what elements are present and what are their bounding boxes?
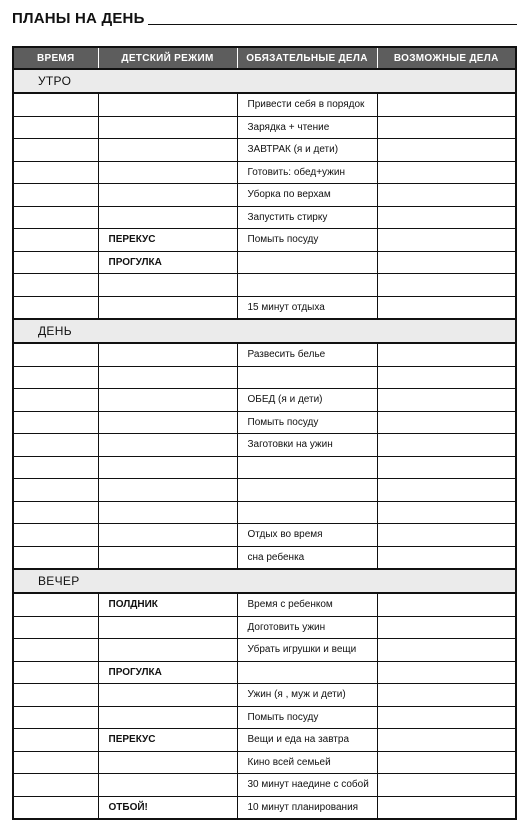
optional-task-cell[interactable] xyxy=(377,639,516,662)
time-cell[interactable] xyxy=(13,479,98,502)
optional-task-cell[interactable] xyxy=(377,524,516,547)
table-row xyxy=(13,593,516,616)
table-row xyxy=(13,796,516,819)
child-routine-cell[interactable] xyxy=(98,116,237,139)
child-routine-cell[interactable]: ПЕРЕКУС xyxy=(98,229,237,252)
table-row xyxy=(13,229,516,252)
optional-task-cell[interactable] xyxy=(377,434,516,457)
required-task-cell[interactable]: 15 минут отдыха xyxy=(237,296,377,319)
child-routine-cell[interactable] xyxy=(98,546,237,569)
required-task-cell[interactable]: Запустить стирку xyxy=(237,206,377,229)
time-cell[interactable] xyxy=(13,389,98,412)
optional-task-cell[interactable] xyxy=(377,389,516,412)
required-task-cell[interactable]: Время с ребенком xyxy=(237,593,377,616)
time-cell[interactable] xyxy=(13,251,98,274)
optional-task-cell[interactable] xyxy=(377,343,516,366)
child-routine-cell[interactable] xyxy=(98,274,237,297)
child-routine-cell[interactable]: ПЕРЕКУС xyxy=(98,729,237,752)
optional-task-cell[interactable] xyxy=(377,229,516,252)
child-routine-cell[interactable] xyxy=(98,366,237,389)
required-task-cell[interactable] xyxy=(237,456,377,479)
time-cell[interactable] xyxy=(13,206,98,229)
table-row xyxy=(13,661,516,684)
optional-task-cell[interactable] xyxy=(377,593,516,616)
time-cell[interactable] xyxy=(13,274,98,297)
optional-task-cell[interactable] xyxy=(377,456,516,479)
table-row xyxy=(13,139,516,162)
time-cell[interactable] xyxy=(13,796,98,819)
optional-task-cell[interactable] xyxy=(377,706,516,729)
day-plan-table xyxy=(12,46,517,820)
time-cell[interactable] xyxy=(13,616,98,639)
time-cell[interactable] xyxy=(13,296,98,319)
child-routine-cell[interactable] xyxy=(98,296,237,319)
header-optional-tasks: ВОЗМОЖНЫЕ ДЕЛА xyxy=(377,47,516,69)
child-routine-cell[interactable]: ПРОГУЛКА xyxy=(98,661,237,684)
required-task-cell[interactable]: 10 минут планирования xyxy=(237,796,377,819)
header-required-tasks: ОБЯЗАТЕЛЬНЫЕ ДЕЛА xyxy=(237,47,377,69)
optional-task-cell[interactable] xyxy=(377,661,516,684)
optional-task-cell[interactable] xyxy=(377,161,516,184)
required-task-cell[interactable] xyxy=(237,366,377,389)
required-task-cell[interactable]: Ужин (я , муж и дети) xyxy=(237,684,377,707)
required-task-cell[interactable]: Убрать игрушки и вещи xyxy=(237,639,377,662)
optional-task-cell[interactable] xyxy=(377,774,516,797)
time-cell[interactable] xyxy=(13,229,98,252)
optional-task-cell[interactable] xyxy=(377,274,516,297)
time-cell[interactable] xyxy=(13,661,98,684)
time-cell[interactable] xyxy=(13,116,98,139)
section-label: ВЕЧЕР xyxy=(13,569,516,593)
child-routine-cell[interactable] xyxy=(98,501,237,524)
required-task-cell[interactable] xyxy=(237,661,377,684)
table-row xyxy=(13,501,516,524)
time-cell[interactable] xyxy=(13,774,98,797)
required-task-cell[interactable]: Готовить: обед+ужин xyxy=(237,161,377,184)
table-row xyxy=(13,296,516,319)
section-row xyxy=(13,69,516,93)
time-cell[interactable] xyxy=(13,411,98,434)
table-row xyxy=(13,706,516,729)
required-task-cell[interactable]: Привести себя в порядок xyxy=(237,93,377,116)
table-row xyxy=(13,684,516,707)
required-task-cell[interactable]: Помыть посуду xyxy=(237,706,377,729)
child-routine-cell[interactable] xyxy=(98,206,237,229)
required-task-cell[interactable] xyxy=(237,251,377,274)
child-routine-cell[interactable] xyxy=(98,411,237,434)
required-task-cell[interactable]: Доготовить ужин xyxy=(237,616,377,639)
table-row xyxy=(13,251,516,274)
time-cell[interactable] xyxy=(13,729,98,752)
optional-task-cell[interactable] xyxy=(377,93,516,116)
table-row xyxy=(13,93,516,116)
time-cell[interactable] xyxy=(13,93,98,116)
required-task-cell[interactable]: Уборка по верхам xyxy=(237,184,377,207)
section-row xyxy=(13,569,516,593)
required-task-cell[interactable]: Заготовки на ужин xyxy=(237,434,377,457)
table-row xyxy=(13,639,516,662)
child-routine-cell[interactable]: ОТБОЙ! xyxy=(98,796,237,819)
time-cell[interactable] xyxy=(13,639,98,662)
title-row xyxy=(12,6,517,28)
optional-task-cell[interactable] xyxy=(377,546,516,569)
optional-task-cell[interactable] xyxy=(377,729,516,752)
time-cell[interactable] xyxy=(13,434,98,457)
required-task-cell[interactable]: Отдых во время xyxy=(237,524,377,547)
table-row xyxy=(13,434,516,457)
required-task-cell[interactable]: ЗАВТРАК (я и дети) xyxy=(237,139,377,162)
table-row xyxy=(13,751,516,774)
time-cell[interactable] xyxy=(13,593,98,616)
child-routine-cell[interactable] xyxy=(98,684,237,707)
time-cell[interactable] xyxy=(13,524,98,547)
section-row xyxy=(13,319,516,343)
child-routine-cell[interactable] xyxy=(98,434,237,457)
time-cell[interactable] xyxy=(13,366,98,389)
required-task-cell[interactable]: Помыть посуду xyxy=(237,411,377,434)
table-row xyxy=(13,524,516,547)
optional-task-cell[interactable] xyxy=(377,139,516,162)
child-routine-cell[interactable]: ПРОГУЛКА xyxy=(98,251,237,274)
time-cell[interactable] xyxy=(13,684,98,707)
plan-body xyxy=(13,69,516,819)
child-routine-cell[interactable] xyxy=(98,616,237,639)
table-row xyxy=(13,456,516,479)
table-row xyxy=(13,366,516,389)
table-row xyxy=(13,546,516,569)
table-row xyxy=(13,116,516,139)
optional-task-cell[interactable] xyxy=(377,296,516,319)
child-routine-cell[interactable] xyxy=(98,524,237,547)
child-routine-cell[interactable]: ПОЛДНИК xyxy=(98,593,237,616)
optional-task-cell[interactable] xyxy=(377,184,516,207)
optional-task-cell[interactable] xyxy=(377,616,516,639)
optional-task-cell[interactable] xyxy=(377,206,516,229)
table-row xyxy=(13,206,516,229)
table-row xyxy=(13,616,516,639)
required-task-cell[interactable]: Зарядка + чтение xyxy=(237,116,377,139)
optional-task-cell[interactable] xyxy=(377,479,516,502)
child-routine-cell[interactable] xyxy=(98,93,237,116)
optional-task-cell[interactable] xyxy=(377,684,516,707)
required-task-cell[interactable]: Вещи и еда на завтра xyxy=(237,729,377,752)
time-cell[interactable] xyxy=(13,184,98,207)
required-task-cell[interactable] xyxy=(237,274,377,297)
required-task-cell[interactable]: 30 минут наедине с собой xyxy=(237,774,377,797)
table-row xyxy=(13,389,516,412)
table-row xyxy=(13,729,516,752)
child-routine-cell[interactable] xyxy=(98,639,237,662)
required-task-cell[interactable]: сна ребенка xyxy=(237,546,377,569)
header-child-routine: ДЕТСКИЙ РЕЖИМ xyxy=(98,47,237,69)
section-label: УТРО xyxy=(13,69,516,93)
optional-task-cell[interactable] xyxy=(377,366,516,389)
page-title: ПЛАНЫ НА ДЕНЬ xyxy=(12,10,145,27)
child-routine-cell[interactable] xyxy=(98,184,237,207)
header-time: ВРЕМЯ xyxy=(13,47,98,69)
required-task-cell[interactable] xyxy=(237,479,377,502)
title-underline xyxy=(148,24,517,25)
optional-task-cell[interactable] xyxy=(377,411,516,434)
required-task-cell[interactable] xyxy=(237,501,377,524)
time-cell[interactable] xyxy=(13,546,98,569)
optional-task-cell[interactable] xyxy=(377,116,516,139)
child-routine-cell[interactable] xyxy=(98,389,237,412)
child-routine-cell[interactable] xyxy=(98,456,237,479)
child-routine-cell[interactable] xyxy=(98,751,237,774)
required-task-cell[interactable]: Помыть посуду xyxy=(237,229,377,252)
child-routine-cell[interactable] xyxy=(98,139,237,162)
child-routine-cell[interactable] xyxy=(98,706,237,729)
table-row xyxy=(13,161,516,184)
table-row xyxy=(13,774,516,797)
header-row xyxy=(13,47,516,69)
table-row xyxy=(13,411,516,434)
table-row xyxy=(13,274,516,297)
optional-task-cell[interactable] xyxy=(377,751,516,774)
child-routine-cell[interactable] xyxy=(98,161,237,184)
optional-task-cell[interactable] xyxy=(377,796,516,819)
time-cell[interactable] xyxy=(13,751,98,774)
time-cell[interactable] xyxy=(13,161,98,184)
time-cell[interactable] xyxy=(13,501,98,524)
section-label: ДЕНЬ xyxy=(13,319,516,343)
child-routine-cell[interactable] xyxy=(98,343,237,366)
time-cell[interactable] xyxy=(13,139,98,162)
time-cell[interactable] xyxy=(13,706,98,729)
optional-task-cell[interactable] xyxy=(377,501,516,524)
child-routine-cell[interactable] xyxy=(98,774,237,797)
time-cell[interactable] xyxy=(13,343,98,366)
table-row xyxy=(13,343,516,366)
required-task-cell[interactable]: Развесить белье xyxy=(237,343,377,366)
required-task-cell[interactable]: ОБЕД (я и дети) xyxy=(237,389,377,412)
optional-task-cell[interactable] xyxy=(377,251,516,274)
child-routine-cell[interactable] xyxy=(98,479,237,502)
table-row xyxy=(13,479,516,502)
required-task-cell[interactable]: Кино всей семьей xyxy=(237,751,377,774)
time-cell[interactable] xyxy=(13,456,98,479)
table-row xyxy=(13,184,516,207)
